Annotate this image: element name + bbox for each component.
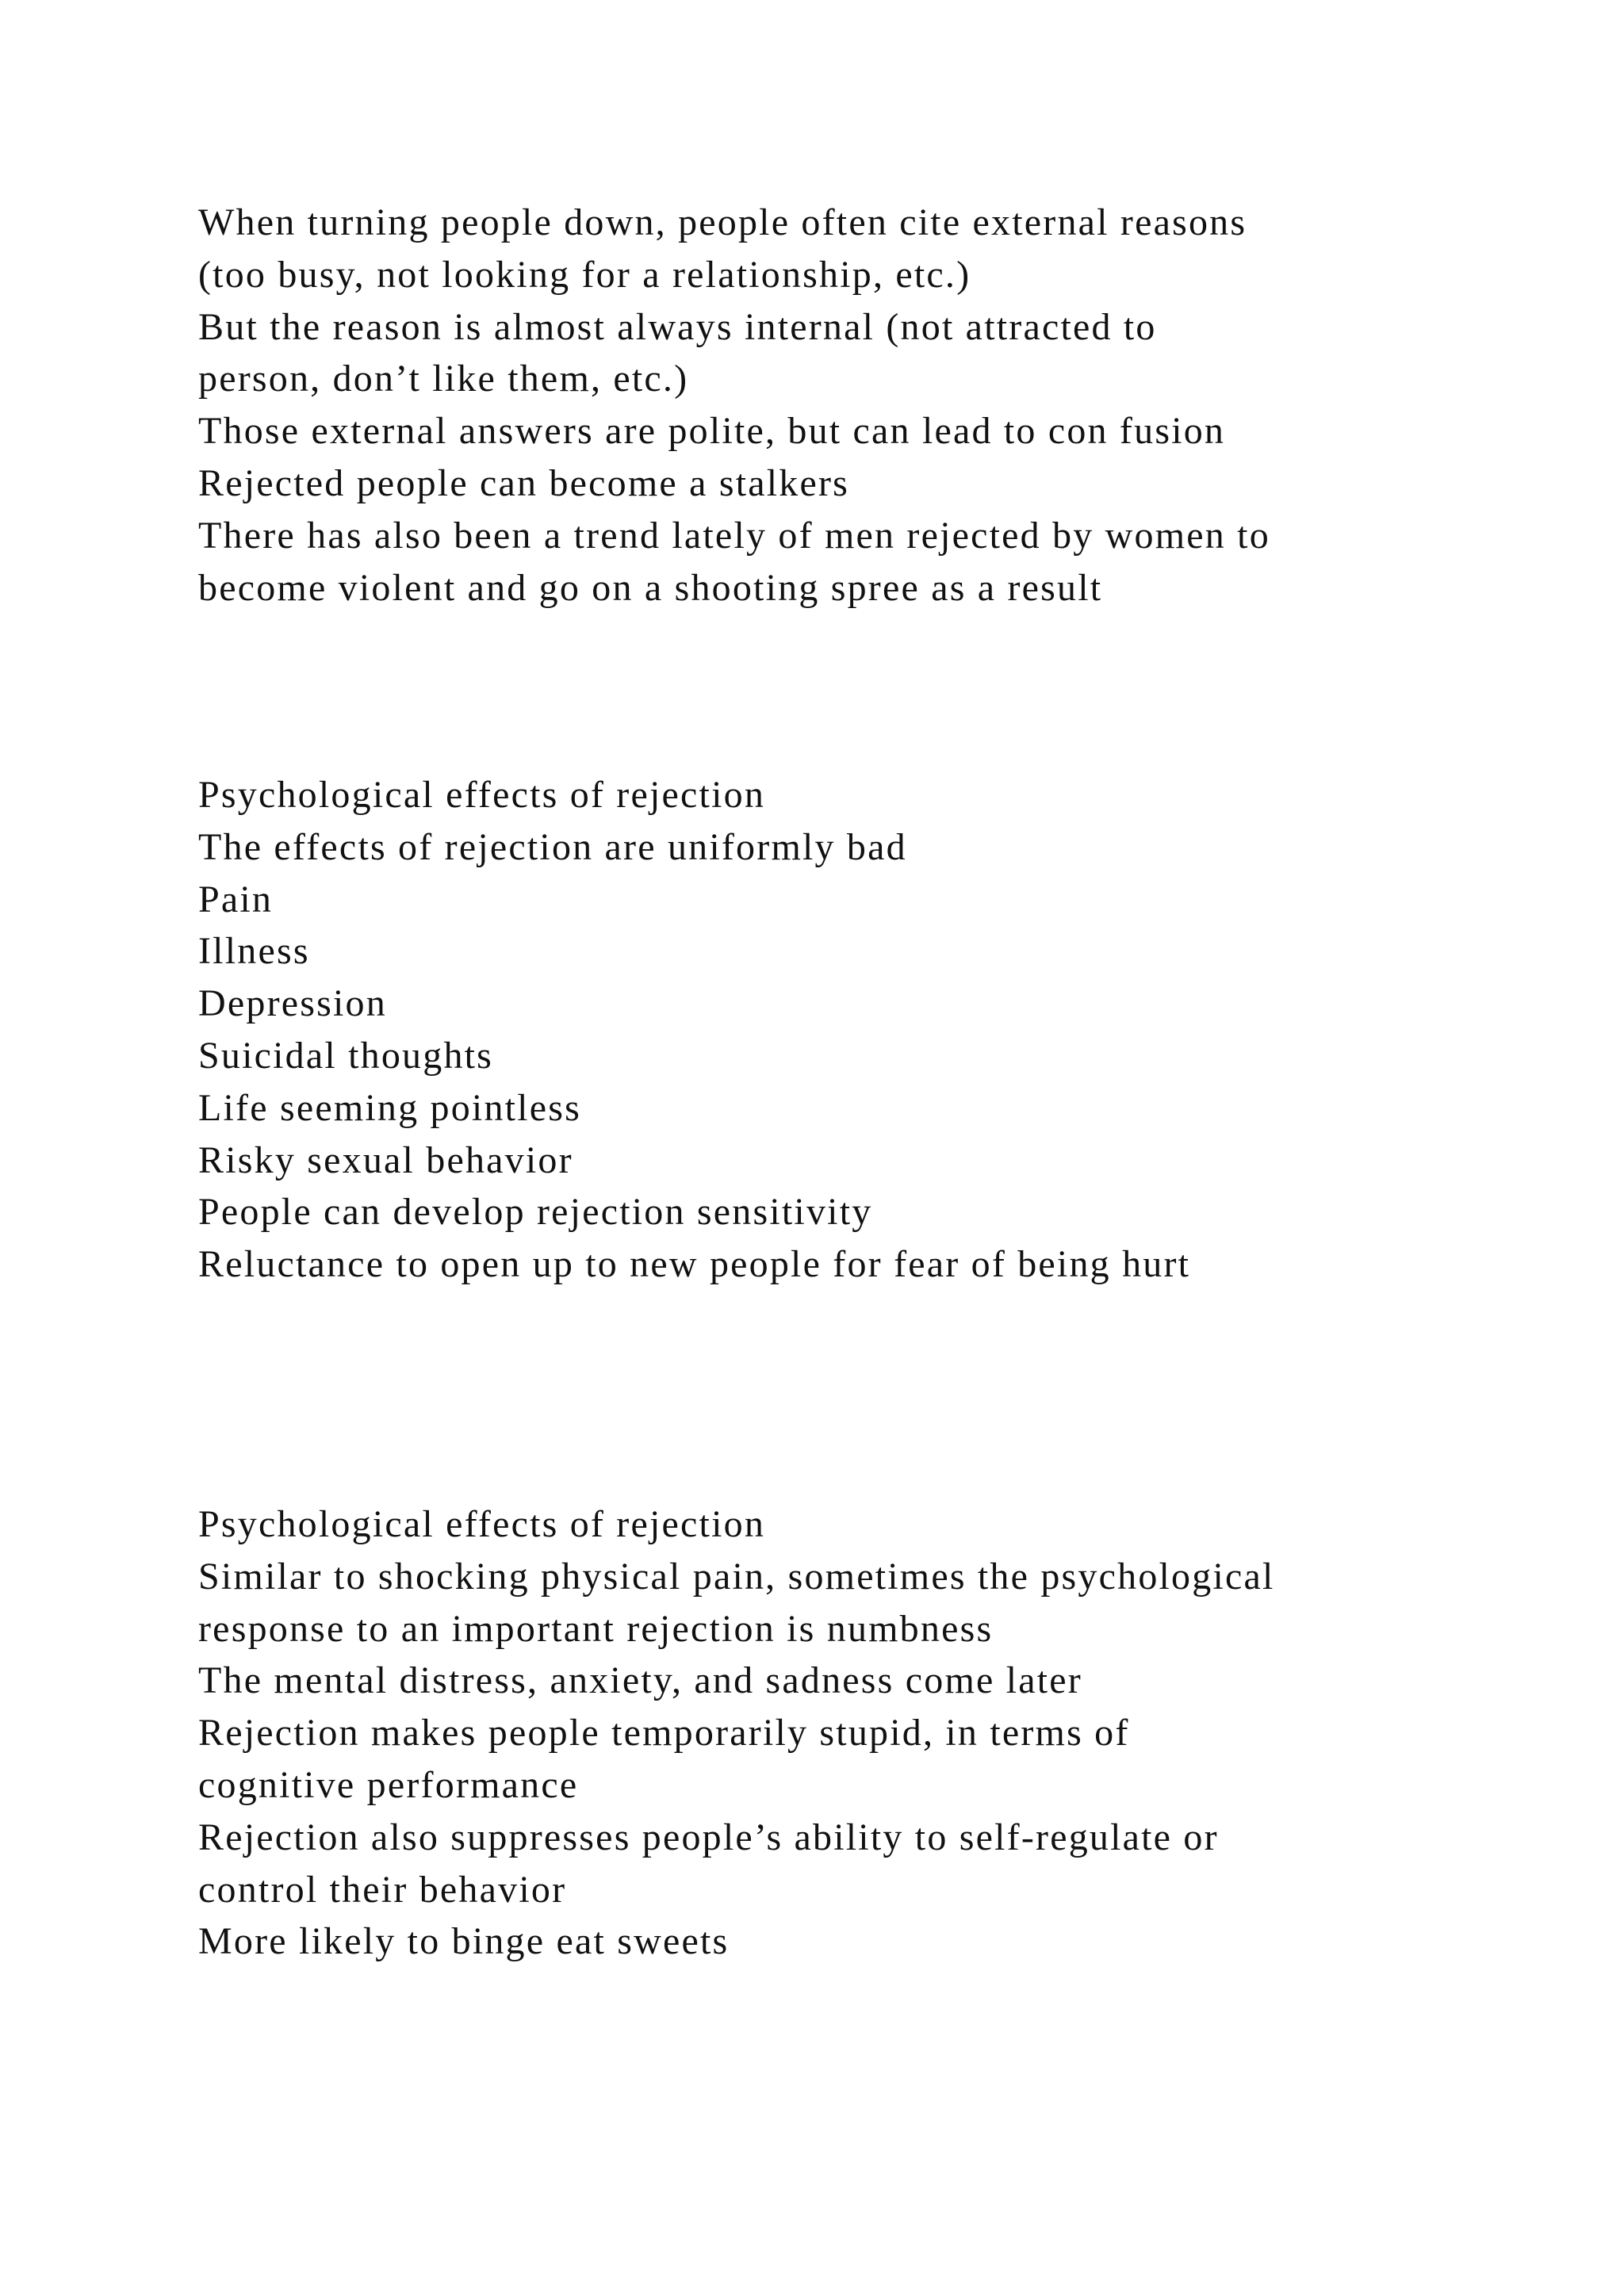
text-line: Those external answers are polite, but can lead to con fusion <box>198 410 1226 453</box>
text-line: person, don’t like them, etc.) <box>198 358 689 400</box>
text-line: Rejected people can become a stalkers <box>198 461 850 504</box>
text-line: Pain <box>198 878 274 920</box>
text-line: People can develop rejection sensitivity <box>198 1191 873 1234</box>
text-line: But the reason is almost always internal (not attracted to <box>198 305 1157 348</box>
text-block-psychological-effects-1 <box>198 769 1467 1291</box>
text-line: The mental distress, anxiety, and sadness come later <box>198 1659 1082 1702</box>
section-heading: Psychological effects of rejection <box>198 1503 766 1545</box>
text-line: Life seeming pointless <box>198 1086 581 1129</box>
text-line: (too busy, not looking for a relationship, etc.) <box>198 253 971 296</box>
section-heading: Psychological effects of rejection <box>198 774 766 816</box>
text-block-psychological-effects-2 <box>198 1498 1467 1968</box>
text-line: Suicidal thoughts <box>198 1034 494 1077</box>
text-line: control their behavior <box>198 1868 567 1911</box>
text-block-external-reasons <box>198 197 1467 614</box>
text-line: The effects of rejection are uniformly bad <box>198 825 907 868</box>
text-line: When turning people down, people often cite external reasons <box>198 201 1247 243</box>
text-line: response to an important rejection is numbness <box>198 1607 994 1650</box>
text-line: Similar to shocking physical pain, sometimes the psychological <box>198 1555 1275 1598</box>
text-line: More likely to binge eat sweets <box>198 1920 730 1963</box>
text-line: Illness <box>198 930 310 973</box>
text-line: Depression <box>198 982 387 1025</box>
text-line: There has also been a trend lately of men rejected by women to <box>198 514 1270 557</box>
text-line: become violent and go on a shooting spree as a result <box>198 566 1103 609</box>
text-line: Rejection makes people temporarily stupid, in terms of <box>198 1712 1130 1755</box>
text-line: cognitive performance <box>198 1763 579 1806</box>
text-line: Reluctance to open up to new people for fear of being hurt <box>198 1243 1191 1286</box>
text-line: Rejection also suppresses people’s ability to self-regulate or <box>198 1816 1219 1858</box>
text-line: Risky sexual behavior <box>198 1138 573 1181</box>
